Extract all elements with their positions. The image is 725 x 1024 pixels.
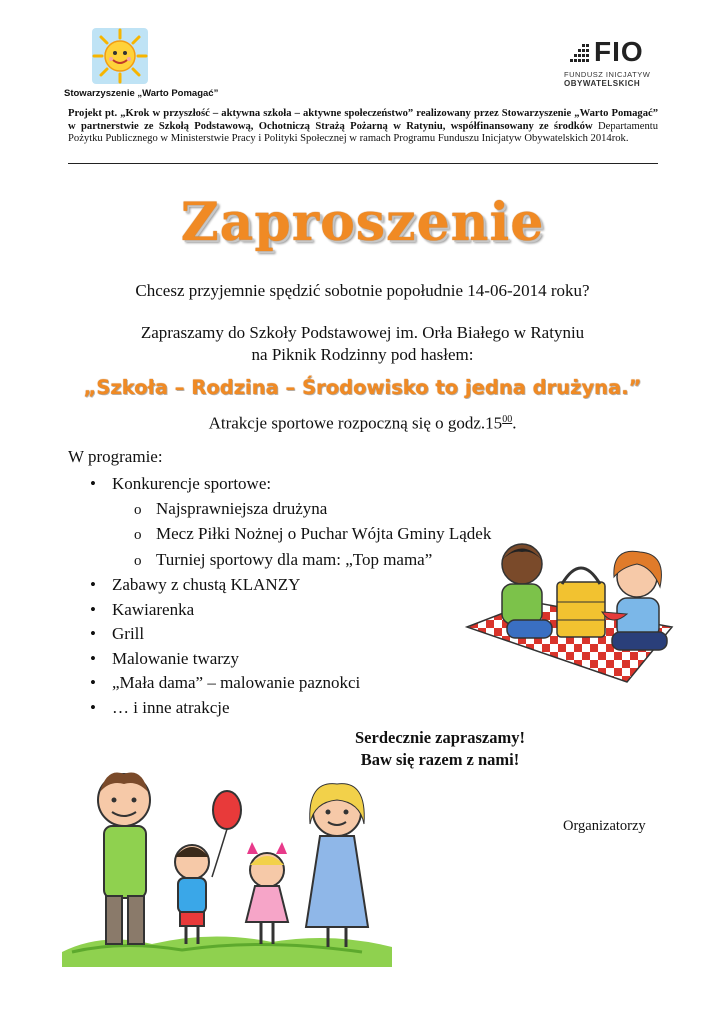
list-sub-item <box>90 522 491 548</box>
family-illustration <box>62 762 402 974</box>
sub-bullet-icon: o <box>134 552 142 569</box>
start-time-suffix: . <box>512 413 517 433</box>
list-item-label: Malowanie twarzy <box>112 648 239 668</box>
list-item-label: Kawiarenka <box>112 599 195 619</box>
fio-dots-icon <box>562 40 592 68</box>
page-title: Zaproszenie <box>180 192 545 253</box>
list-item <box>90 671 491 696</box>
list-item-label: Mecz Piłki Nożnej o Puchar Wójta Gminy Lądek <box>156 524 492 543</box>
program-title: W programie: <box>68 447 163 466</box>
list-item-label: Grill <box>112 624 145 643</box>
program-list <box>90 472 491 720</box>
organizers-signature: Organizatorzy <box>563 818 646 834</box>
list-item <box>90 647 491 672</box>
sun-logo-icon <box>88 24 152 88</box>
slogan: „Szkoła – Rodzina – Środowisko to jedna drużyna.” <box>83 376 642 399</box>
bullet-icon: • <box>90 697 96 717</box>
list-item <box>90 472 491 497</box>
picnic-illustration <box>462 532 677 687</box>
project-description-regular: Departamentu Pożytku Publicznego w Ministerstwie Pracy i Polityki Społecznej w ramach Programu Funduszu Inicjatyw Obywatelskich 2014rok. <box>68 120 658 145</box>
list-item-label: Najsprawniejsza drużyna <box>156 498 328 518</box>
list-item <box>90 598 491 623</box>
list-item-label: „Mała dama” – malowanie paznokci <box>112 673 361 692</box>
start-time-line <box>0 409 725 435</box>
bullet-icon: • <box>90 599 96 619</box>
fio-logo-text: FIO <box>594 36 644 67</box>
list-item <box>90 573 491 598</box>
list-item-label: … i inne atrakcje <box>112 697 230 717</box>
list-item-label: Konkurencje sportowe: <box>112 474 272 493</box>
invite-line-2: na Piknik Rodzinny pod hasłem: <box>251 345 474 364</box>
list-sub-item <box>90 548 491 574</box>
fio-logo-subtitle-1: FUNDUSZ INICJATYW <box>564 70 651 79</box>
start-time-minutes: 00 <box>502 414 513 425</box>
list-item <box>90 696 491 721</box>
start-time-text: Atrakcje sportowe rozpoczną się o godz.15 <box>208 413 503 433</box>
bullet-icon: • <box>90 575 96 594</box>
bullet-icon: • <box>90 624 96 643</box>
bullet-icon: • <box>90 648 96 668</box>
header-divider <box>68 163 658 164</box>
list-item-label: Zabawy z chustą KLANZY <box>112 575 301 594</box>
closing-line-1: Serdecznie zapraszamy! <box>355 728 525 747</box>
sub-bullet-icon: o <box>134 501 142 518</box>
bullet-icon: • <box>90 474 96 493</box>
organization-name: Stowarzyszenie „Warto Pomagać” <box>64 88 219 99</box>
invite-line-1: Zapraszamy do Szkoły Podstawowej im. Orła Białego w Ratyniu <box>140 323 585 342</box>
fio-logo <box>562 36 658 90</box>
project-description <box>68 108 658 146</box>
sub-bullet-icon: o <box>134 527 142 543</box>
list-sub-item <box>90 497 491 523</box>
question-line: Chcesz przyjemnie spędzić sobotnie popołudnie 14-06-2014 roku? <box>135 281 590 300</box>
list-item <box>90 622 491 647</box>
fio-logo-subtitle-2: OBYWATELSKICH <box>564 79 641 88</box>
list-item-label: Turniej sportowy dla mam: „Top mama” <box>156 549 433 569</box>
closing-line-2: Baw się razem z nami! <box>360 750 520 769</box>
project-description-bold: Projekt pt. „Krok w przyszłość – aktywna szkoła – aktywne społeczeństwo” realizowany przez Stowarzyszenie „Warto Pomagać” w partnerstwie ze Szkołą Podstawową, Ochotniczą Strażą Pożarną w Ratyniu, współfinansowany ze środków <box>68 108 658 132</box>
bullet-icon: • <box>90 673 96 692</box>
